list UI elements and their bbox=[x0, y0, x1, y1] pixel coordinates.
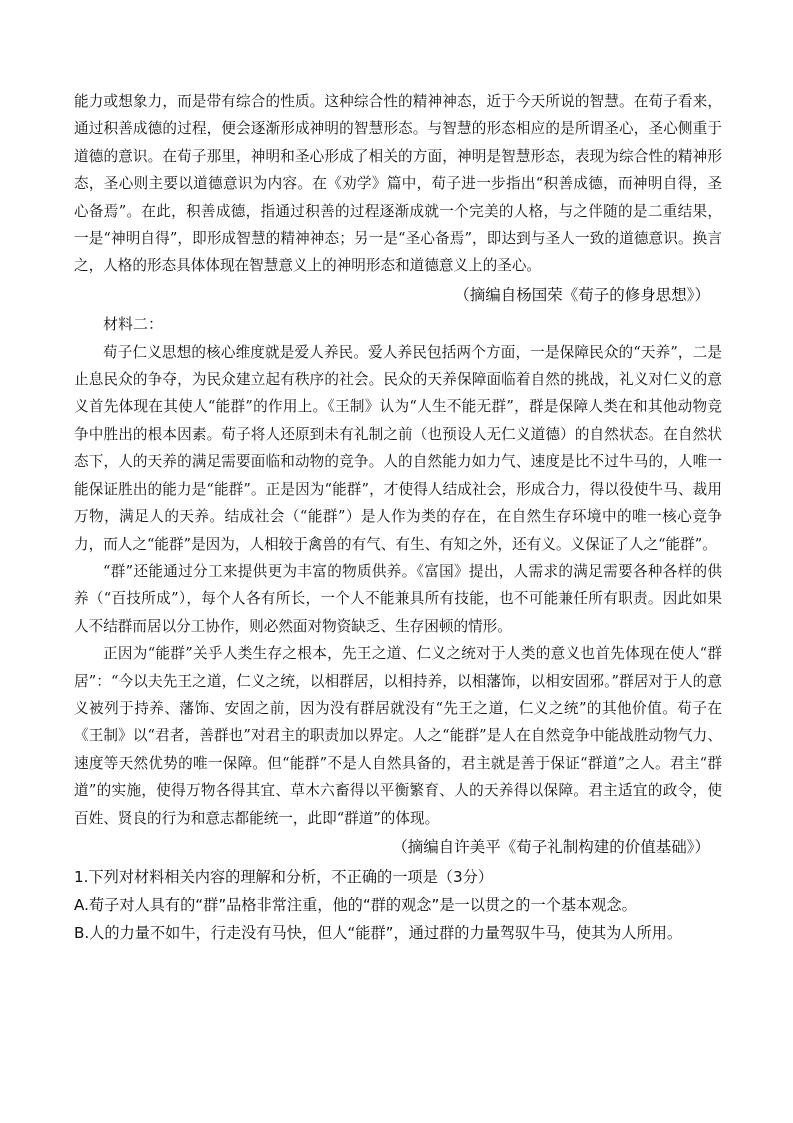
document-page bbox=[74, 88, 722, 947]
material2-paragraph-3: 正因为“能群”关乎人类生存之根本，先王之道、仁义之统对于人类的意义也首先体现在使人“群居”：“今以夫先王之道，仁义之统，以相群居，以相持养，以相藩饰，以相安固邪。”群居对于人的意义被列于持养、藩饰、安固之前，因为没有群居就没有“先王之道，仁义之统”的其他价值。荀子在《王制》以“君者，善群也”对君主的职责加以界定。人之“能群”是人在自然竞争中能战胜动物气力、速度等天然优势的唯一保障。但“能群”不是人自然具备的，君主就是善于保证“群道”之人。君主“群道”的实施，使得万物各得其宜、草木六畜得以平衡繁育、人的天养得以保障。君主适宜的政令，使百姓、贤良的行为和意志都能统一，此即“群道”的体现。 bbox=[74, 645, 722, 827]
material1-paragraph: 能力或想象力，而是带有综合的性质。这种综合性的精神神态，近于今天所说的智慧。在荀子看来，通过积善成德的过程，便会逐渐形成神明的智慧形态。与智慧的形态相应的是所谓圣心，圣心侧重于道德的意识。在荀子那里，神明和圣心形成了相关的方面，神明是智慧形态，表现为综合性的精神形态，圣心则主要以道德意识为内容。在《劝学》篇中，荀子进一步指出“积善成德，而神明自得，圣心备焉”。在此，积善成德，指通过积善的过程逐渐成就一个完美的人格，与之伴随的是二重结果，一是“神明自得”，即形成智慧的精神神态；另一是“圣心备焉”，即达到与圣人一致的道德意识。换言之，人格的形态具体体现在智慧意义上的神明形态和道德意义上的圣心。 bbox=[74, 93, 722, 275]
material1-source: （摘编自杨国荣《荀子的修身思想》） bbox=[454, 285, 710, 304]
question1-option-a: A.荀子对人具有的“群”品格非常注重，他的“群的观念”是一以贯之的一个基本观念。 bbox=[74, 896, 637, 915]
material2-source: （摘编自许美平《荀子礼制构建的价值基础》） bbox=[392, 837, 710, 856]
material2-paragraph-1: 荀子仁义思想的核心维度就是爱人养民。爱人养民包括两个方面，一是保障民众的“天养”，二是止息民众的争夺，为民众建立起有秩序的社会。民众的天养保障面临着自然的挑战，礼义对仁义的意义首先体现在其使人“能群”的作用上。《王制》认为“人生不能无群”，群是保障人类在和其他动物竞争中胜出的根本因素。荀子将人还原到未有礼制之前（也预设人无仁义道德）的自然状态。在自然状态下，人的天养的满足需要面临和动物的竞争。人的自然能力如力气、速度是比不过牛马的，人唯一能保证胜出的能力是“能群”。正是因为“能群”，才使得人结成社会，形成合力，得以役使牛马、裁用万物，满足人的天养。结成社会（“能群”）是人作为类的存在，在自然生存环境中的唯一核心竞争力，而人之“能群”是因为，人相较于禽兽的有气、有生、有知之外，还有义。义保证了人之“能群”。 bbox=[74, 343, 722, 553]
material2-paragraph-2: “群”还能通过分工来提供更为丰富的物质供养。《富国》提出，人需求的满足需要各种各样的供养（“百技所成”），每个人各有所长，一个人不能兼具所有技能，也不可能兼任所有职责。因此如果人不结群而居以分工协作，则必然面对物资缺乏、生存困顿的情形。 bbox=[74, 562, 722, 635]
material2-label: 材料二： bbox=[103, 315, 164, 334]
question1-stem: 1.下列对材料相关内容的理解和分析，不正确的一项是（3分） bbox=[74, 868, 494, 887]
question1-option-b: B.人的力量不如牛，行走没有马快，但人“能群”，通过群的力量驾驭牛马，使其为人所用。 bbox=[74, 924, 683, 943]
